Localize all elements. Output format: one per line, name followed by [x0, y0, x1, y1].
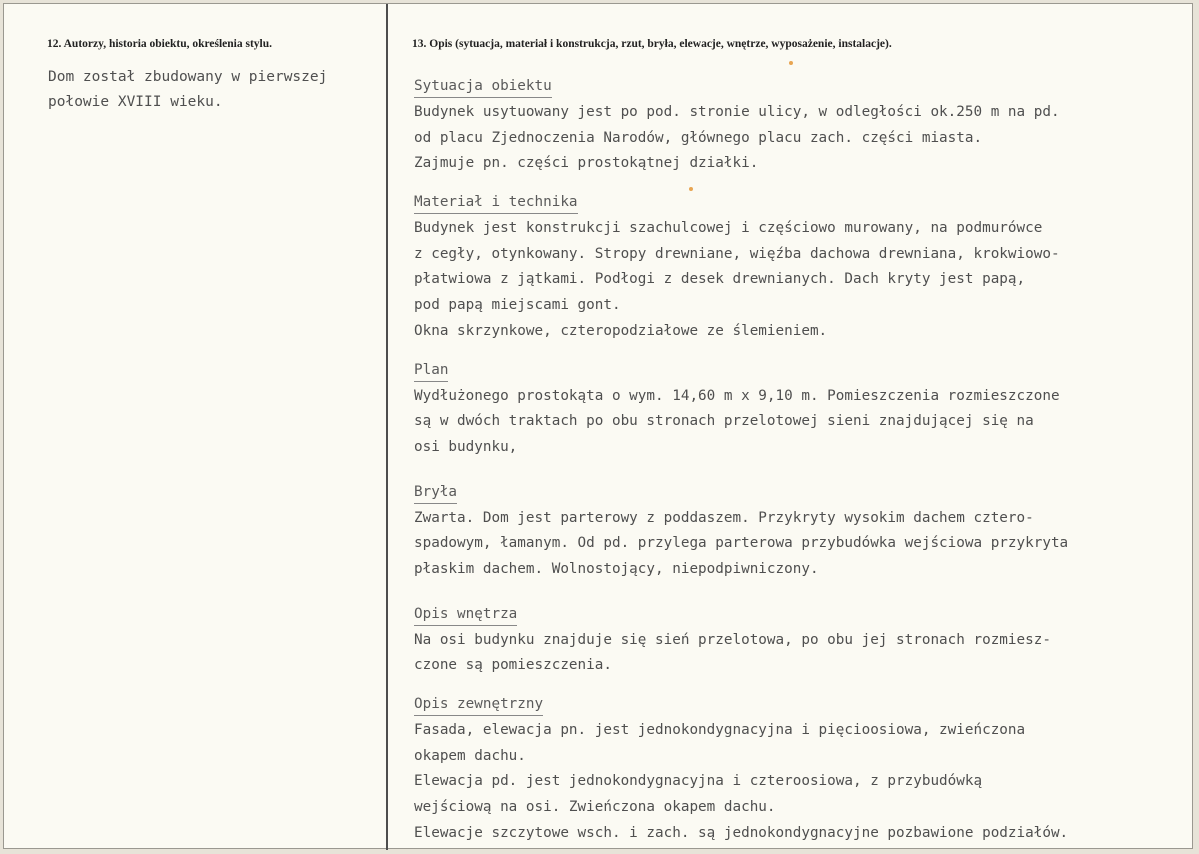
- text-line: z cegły, otynkowany. Stropy drewniane, więźba dachowa drewniana, krokwiowo-: [414, 245, 1060, 262]
- text-line: są w dwóch traktach po obu stronach przelotowej sieni znajdującej się na: [414, 413, 1034, 430]
- section-title: Plan: [414, 359, 448, 382]
- field-12-authors-history: [4, 4, 386, 850]
- section-title: Bryła: [414, 481, 457, 504]
- field-12-text: [48, 65, 327, 115]
- text-line: od placu Zjednoczenia Narodów, głównego placu zach. części miasta.: [414, 129, 983, 146]
- ink-mark: [789, 61, 793, 65]
- section-massing: [414, 481, 1068, 583]
- text-line: Budynek jest konstrukcji szachulcowej i częściowo murowany, na podmurówce: [414, 220, 1043, 237]
- text-line: połowie XVIII wieku.: [48, 94, 223, 110]
- field-13-header: 13. Opis (sytuacja, materiał i konstrukcja, rzut, bryła, elewacje, wnętrze, wyposażenie, instalacje).: [412, 38, 892, 50]
- field-12-header: 12. Autorzy, historia obiektu, określenia stylu.: [47, 38, 273, 50]
- text-line: Wydłużonego prostokąta o wym. 14,60 m x 9,10 m. Pomieszczenia rozmieszczone: [414, 387, 1060, 404]
- text-line: Dom został zbudowany w pierwszej: [48, 69, 328, 85]
- section-title: Sytuacja obiektu: [414, 75, 552, 98]
- text-line: osi budynku,: [414, 438, 518, 455]
- text-line: Zwarta. Dom jest parterowy z poddaszem. Przykryty wysokim dachem cztero-: [414, 509, 1034, 526]
- text-line: okapem dachu.: [414, 747, 526, 764]
- document-page: [3, 3, 1193, 849]
- section-interior: [414, 603, 1068, 679]
- text-line: pod papą miejscami gont.: [414, 297, 621, 314]
- text-line: Okna skrzynkowe, czteropodziałowe ze ślemieniem.: [414, 322, 828, 339]
- text-line: Na osi budynku znajduje się sień przelotowa, po obu jej stronach rozmiesz-: [414, 631, 1051, 648]
- text-line: płatwiowa z jątkami. Podłogi z desek drewnianych. Dach kryty jest papą,: [414, 271, 1026, 288]
- section-title: Materiał i technika: [414, 191, 578, 214]
- text-line: wejściową na osi. Zwieńczona okapem dachu.: [414, 799, 776, 816]
- text-line: Budynek usytuowany jest po pod. stronie ulicy, w odległości ok.250 m na pd.: [414, 104, 1060, 120]
- section-material: [414, 191, 1068, 344]
- section-situation: [414, 75, 1068, 177]
- section-exterior: [414, 693, 1068, 846]
- section-plan: [414, 359, 1068, 461]
- field-13-description: [388, 4, 1194, 850]
- section-title: Opis zewnętrzny: [414, 693, 543, 716]
- text-line: płaskim dachem. Wolnostojący, niepodpiwniczony.: [414, 560, 819, 577]
- text-line: spadowym, łamanym. Od pd. przylega parterowa przybudówka wejściowa przykryta: [414, 535, 1069, 552]
- text-line: Elewacja pd. jest jednokondygnacyjna i czteroosiowa, z przybudówką: [414, 773, 983, 790]
- text-line: czone są pomieszczenia.: [414, 657, 612, 674]
- section-title: Opis wnętrza: [414, 603, 517, 626]
- text-line: Elewacje szczytowe wsch. i zach. są jednokondygnacyjne pozbawione podziałów.: [414, 824, 1069, 841]
- text-line: Fasada, elewacja pn. jest jednokondygnacyjna i pięcioosiowa, zwieńczona: [414, 722, 1026, 738]
- text-line: Zajmuje pn. części prostokątnej działki.: [414, 155, 759, 172]
- field-13-text: [414, 75, 1068, 846]
